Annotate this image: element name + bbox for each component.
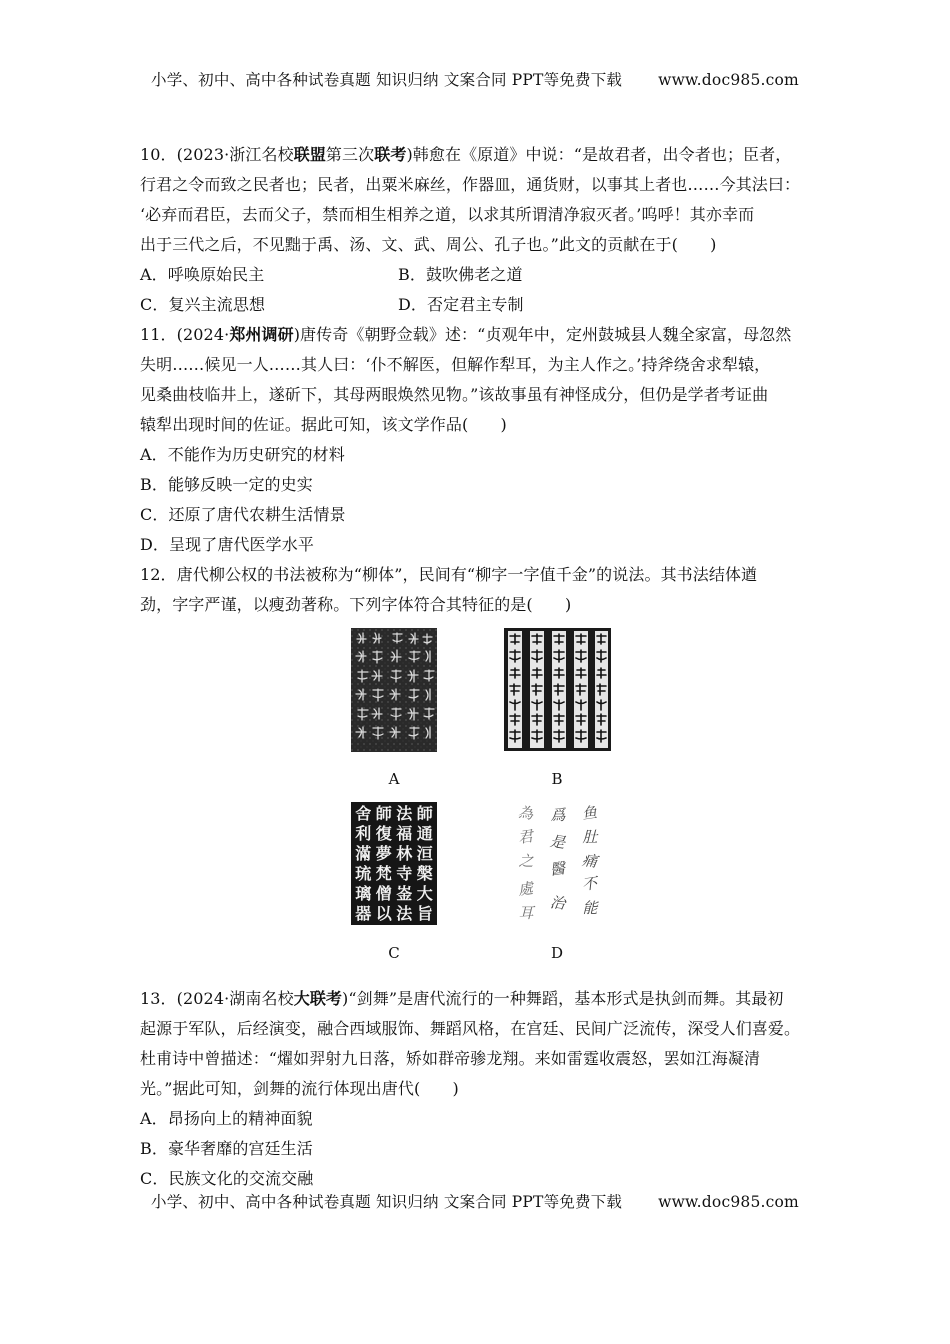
q10-option-b[interactable]: B．鼓吹佛老之道 (398, 265, 523, 284)
q10-options-row-1 (140, 260, 820, 290)
document-body (140, 140, 820, 1194)
figure-c-character: 林 (396, 844, 413, 864)
figure-c-column (376, 804, 392, 923)
q11-option-b[interactable]: B．能够反映一定的史实 (140, 475, 313, 494)
q13-line-4: 光。”据此可知，剑舞的流行体现出唐代( ) (140, 1079, 459, 1098)
q10-options-row-2 (140, 290, 820, 320)
figure-c-character: 寺 (396, 863, 413, 883)
q10-line-2: 行君之令而致之民者也；民者，出粟米麻丝，作器皿，通货财，以事其上者也……今其法曰： (140, 175, 801, 194)
figure-d-column (518, 802, 533, 925)
figure-c-character: 璃 (355, 883, 372, 903)
q10-line-1: 10．(2023·浙江名校联盟第三次联考)韩愈在《原道》中说：“是故君者，出令者也；臣者， (140, 145, 792, 164)
figure-d-character (551, 920, 566, 922)
figure-d-character: 鱼 (581, 803, 599, 824)
figure-c-column (417, 804, 433, 923)
q12-line-2: 劲，字字严谨，以瘦劲著称。下列字体符合其特征的是( ) (140, 595, 572, 614)
q10-option-d[interactable]: D．否定君主专制 (398, 295, 524, 314)
figure-d-character: 君 (517, 827, 535, 847)
figure-d-character: 為 (517, 803, 535, 824)
figure-d-column (550, 802, 565, 925)
q13-line-1: 13．(2024·湖南名校大联考)“剑舞”是唐代流行的一种舞蹈，基本形式是执剑而舞。其最初 (140, 989, 784, 1008)
figure-d-character: 能 (582, 898, 598, 917)
figure-c-character: 槃 (416, 863, 433, 883)
figure-d-cursive-script[interactable] (510, 802, 606, 925)
q11-line-3: 见桑曲枝临井上，遂斫下，其母两眼焕然见物。”该故事虽有神怪成分，但仍是学者考证曲 (140, 385, 769, 404)
figure-d-character-grid (510, 802, 606, 925)
figure-c-character: 崟 (396, 883, 413, 903)
figure-d-character: 醫 (549, 858, 567, 879)
question-12 (140, 560, 820, 978)
q13-line-2: 起源于军队，后经演变，融合西域服饰、舞蹈风格，在宫廷、民间广泛流传，深受人们喜爱。 (140, 1019, 801, 1038)
figure-c-label: C (388, 944, 400, 962)
figure-c-column (396, 804, 412, 923)
q13-option-b[interactable]: B．豪华奢靡的宫廷生活 (140, 1139, 313, 1158)
figure-d-column (582, 802, 597, 925)
figure-d-label: D (550, 944, 564, 962)
figure-c-character: 大 (416, 883, 433, 903)
figure-c-character: 洹 (416, 844, 433, 864)
figure-c-character: 法 (396, 903, 413, 923)
q11-option-c[interactable]: C．还原了唐代农耕生活情景 (140, 505, 346, 524)
q10-option-c[interactable]: C．复兴主流思想 (140, 295, 266, 314)
figure-c-character: 福 (396, 824, 413, 844)
figure-c-column (355, 804, 371, 923)
figure-a-seal-script-rubbing[interactable] (351, 628, 437, 752)
question-13 (140, 984, 820, 1194)
figure-d-character: 爲 (550, 805, 566, 824)
figure-c-character: 法 (396, 804, 413, 824)
figure-c-character: 師 (375, 804, 392, 824)
question-10 (140, 140, 820, 320)
figure-c-character: 琉 (355, 863, 372, 883)
figure-d-character (583, 922, 598, 924)
q10-line-4: 出于三代之后，不见黜于禹、汤、文、武、周公、孔子也。”此文的贡献在于( ) (140, 235, 717, 254)
figure-c-character-grid (351, 802, 437, 925)
q11-line-4: 辕犁出现时间的佐证。据此可知，该文学作品( ) (140, 415, 507, 434)
q12-line-1: 12．唐代柳公权的书法被称为“柳体”，民间有“柳字一字值千金”的说法。其书法结体遒 (140, 565, 758, 584)
figure-d-character: 肚 (582, 827, 598, 846)
figure-d-character: 治 (549, 893, 567, 914)
footer-text: 小学、初中、高中各种试卷真题 知识归纳 文案合同 PPT等免费下载 (151, 1193, 623, 1211)
figure-b-column-rubbing[interactable] (504, 628, 611, 751)
header-text: 小学、初中、高中各种试卷真题 知识归纳 文案合同 PPT等免费下载 (151, 71, 623, 89)
footer-site-link[interactable]: www.doc985.com (658, 1193, 799, 1211)
figure-d-character: 不 (581, 874, 599, 895)
figure-d-character: 處 (517, 879, 535, 899)
figure-b-label: B (551, 770, 563, 788)
figure-c-character: 旨 (416, 903, 433, 923)
calligraphy-figures (140, 628, 820, 978)
figure-d-character: 耳 (518, 903, 534, 922)
q11-option-d[interactable]: D．呈现了唐代医学水平 (140, 535, 314, 554)
question-11 (140, 320, 820, 560)
page-header (0, 68, 950, 90)
page-footer (0, 1190, 950, 1212)
figure-c-character: 器 (355, 903, 372, 923)
figure-c-character: 以 (375, 903, 392, 923)
figure-d-character (519, 874, 534, 876)
figure-c-character: 利 (355, 824, 372, 844)
q13-option-a[interactable]: A．昂扬向上的精神面貌 (140, 1109, 313, 1128)
figure-c-character: 梵 (375, 863, 392, 883)
figure-c-character: 師 (416, 804, 433, 824)
figure-c-character: 滿 (355, 844, 372, 864)
q10-line-3: ‘必弃而君臣，去而父子，禁而相生相养之道，以求其所谓清净寂灭者。’呜呼！其亦幸而 (140, 205, 755, 224)
figure-c-character: 舍 (355, 804, 372, 824)
figure-c-character: 夢 (375, 844, 392, 864)
figure-c-regular-script-rubbing[interactable] (351, 802, 437, 925)
q13-line-3: 杜甫诗中曾描述：“燿如羿射九日落，矫如群帝骖龙翔。来如雷霆收震怒，罢如江海凝清 (140, 1049, 761, 1068)
q11-line-2: 失明……候见一人……其人曰：‘仆不解医，但解作犁耳，为主人作之。’持斧绕舍求犁辕， (140, 355, 771, 374)
q11-option-a[interactable]: A．不能作为历史研究的材料 (140, 445, 345, 464)
figure-a-label: A (388, 770, 400, 788)
header-site-link[interactable]: www.doc985.com (658, 71, 799, 89)
q10-option-a[interactable]: A．呼唤原始民主 (140, 265, 265, 284)
figure-c-character: 僧 (375, 883, 392, 903)
figure-d-character: 是 (549, 831, 567, 852)
figure-c-character: 通 (416, 824, 433, 844)
q11-line-1: 11．(2024·郑州调研)唐传奇《朝野佥载》述：“贞观年中，定州鼓城县人魏全家富，母忽然 (140, 325, 792, 344)
figure-d-character: 痛 (581, 850, 599, 871)
figure-d-character: 之 (518, 851, 534, 870)
figure-c-character: 復 (375, 824, 392, 844)
q13-option-c[interactable]: C．民族文化的交流交融 (140, 1169, 314, 1188)
